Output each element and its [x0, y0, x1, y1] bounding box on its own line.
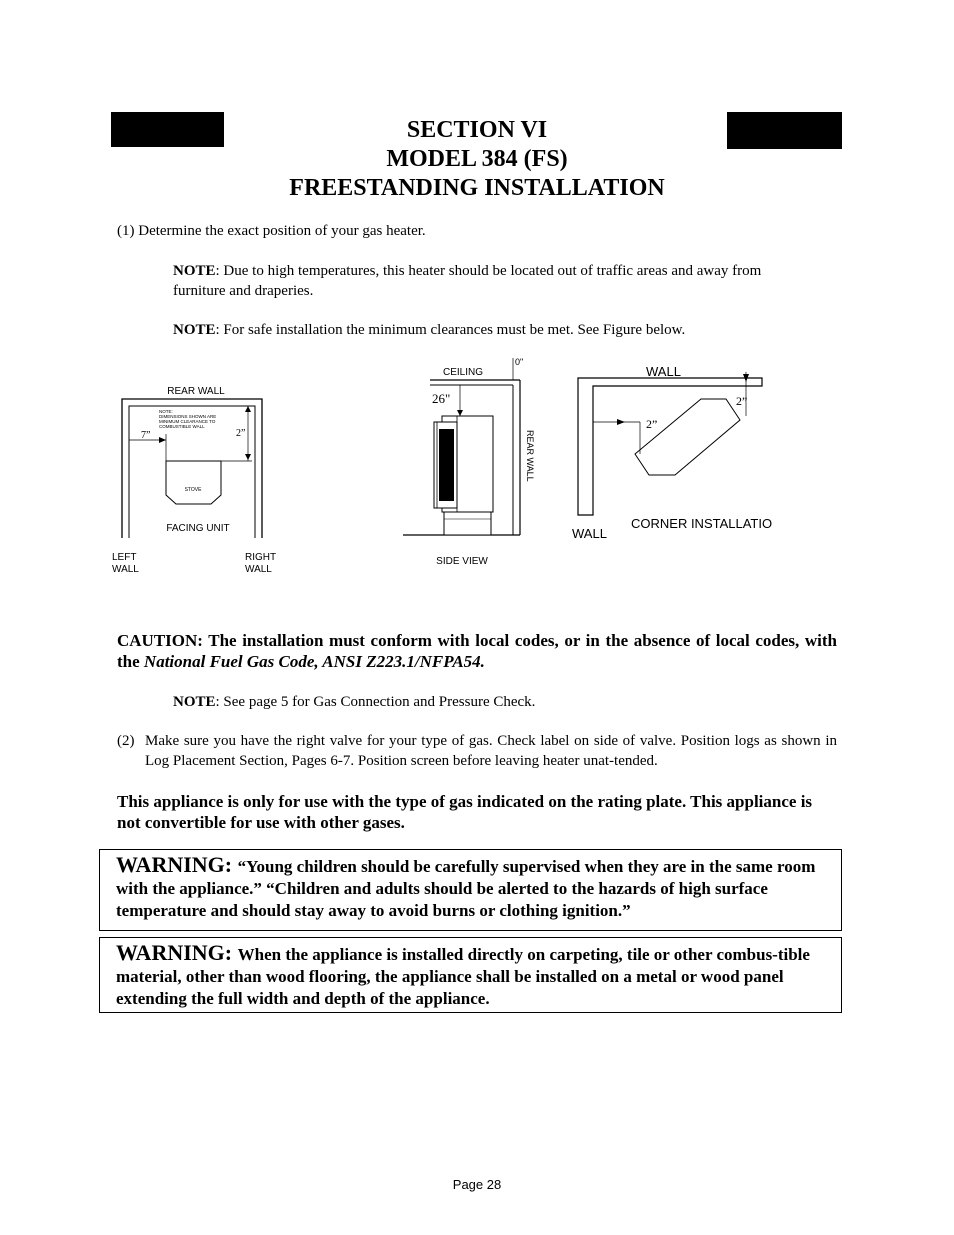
- front-view-diagram: [100, 375, 290, 580]
- note-label: NOTE: [173, 694, 216, 710]
- note-label: NOTE: [173, 322, 216, 338]
- front-note-line-2: DIMENSIONS SHOWN ARE: [159, 414, 217, 419]
- note-traffic: [173, 261, 813, 301]
- front-note-line-3: MINIMUM CLEARANCE TO: [159, 419, 216, 424]
- warning-heading: WARNING:: [116, 940, 238, 965]
- title-line-3: FREESTANDING INSTALLATION: [289, 175, 665, 201]
- front-facing-unit-label: FACING UNIT: [166, 523, 230, 534]
- corner-installation-label: CORNER INSTALLATIO: [631, 516, 773, 531]
- caution-code: National Fuel Gas Code, ANSI Z223.1/NFPA54.: [143, 652, 485, 671]
- corner-view-diagram: [565, 358, 860, 543]
- caution-paragraph: [117, 630, 837, 672]
- warning-heading: WARNING:: [116, 852, 238, 877]
- side-view-diagram: [395, 350, 545, 575]
- section-title: [0, 116, 954, 203]
- caution-lead: CAUTION: The installation must conform with local codes, or in the absence of local codes, with the: [117, 631, 837, 671]
- corner-wall-left-label: WALL: [572, 526, 607, 541]
- corner-left-clearance: 2”: [646, 417, 658, 431]
- corner-stove: [635, 399, 740, 475]
- side-view-label: SIDE VIEW: [436, 556, 488, 567]
- front-right-clearance: 2”: [236, 428, 246, 439]
- note-gas-connection: [173, 692, 833, 712]
- front-rear-wall-label: REAR WALL: [167, 386, 225, 397]
- side-ceiling-dim-arrow: [457, 410, 463, 416]
- side-unit-base: [444, 512, 491, 535]
- corner-top-clearance: 2”: [736, 394, 748, 408]
- title-line-2: MODEL 384 (FS): [386, 146, 568, 172]
- side-ceiling-label: CEILING: [443, 367, 484, 378]
- front-stove: [166, 461, 221, 504]
- front-left-wall-label-1: LEFT: [112, 552, 137, 563]
- side-rear-clearance: 0": [515, 357, 524, 367]
- step-2-text: Make sure you have the right valve for your type of gas. Check label on side of valve. Position logs as shown in Log Placement Section, Pages 6-7. Position screen before leaving heater unat-tended.: [145, 733, 837, 769]
- front-stove-label: STOVE: [184, 487, 202, 493]
- side-unit-door-glass: [439, 429, 454, 501]
- step-1: (1) Determine the exact position of your gas heater.: [117, 223, 426, 239]
- side-rear-wall-label: REAR WALL: [525, 430, 535, 482]
- front-right-dim-arrow-top: [245, 406, 251, 412]
- warning-box-children: [99, 849, 842, 931]
- note-text: : Due to high temperatures, this heater should be located out of traffic areas and away from furniture and draperies.: [173, 263, 762, 299]
- title-line-1: SECTION VI: [406, 117, 548, 143]
- appliance-gas-note: This appliance is only for use with the type of gas indicated on the rating plate. This appliance is not convertible for use with other gases.: [117, 792, 813, 832]
- page-number: Page 28: [452, 1177, 502, 1192]
- front-note-line-1: NOTE:: [159, 409, 173, 414]
- front-left-dim-arrow: [159, 437, 166, 443]
- step-2-number: (2): [117, 733, 135, 749]
- step-2: [117, 731, 837, 771]
- front-left-clearance: 7”: [141, 430, 151, 441]
- side-ceiling-clearance: 26": [432, 391, 451, 406]
- corner-left-dim-arrow: [617, 419, 625, 425]
- corner-wall-top-label: WALL: [646, 364, 681, 379]
- front-left-wall-label-2: WALL: [112, 564, 139, 575]
- warning-box-carpet: [99, 937, 842, 1013]
- front-note-line-4: COMBUSTIBLE WALL: [159, 424, 205, 429]
- note-text: : See page 5 for Gas Connection and Pressure Check.: [215, 694, 536, 710]
- note-label: NOTE: [173, 263, 216, 279]
- front-right-wall-label-1: RIGHT: [245, 552, 277, 563]
- warning-text: “Young children should be carefully supervised when they are in the same room with the appliance.” “Children and adults should be alerted to the hazards of high surface temperature and should stay away to avoid burns or clothing ignition.”: [116, 857, 816, 920]
- front-right-dim-arrow-bottom: [245, 454, 251, 460]
- note-text: : For safe installation the minimum clearances must be met. See Figure below.: [215, 322, 686, 338]
- note-clearances: [173, 320, 837, 340]
- front-right-wall-label-2: WALL: [245, 564, 272, 575]
- warning-text: When the appliance is installed directly on carpeting, tile or other combus-tible material, other than wood flooring, the appliance shall be installed on a metal or wood panel extending the full width and depth of the appliance.: [116, 945, 810, 1008]
